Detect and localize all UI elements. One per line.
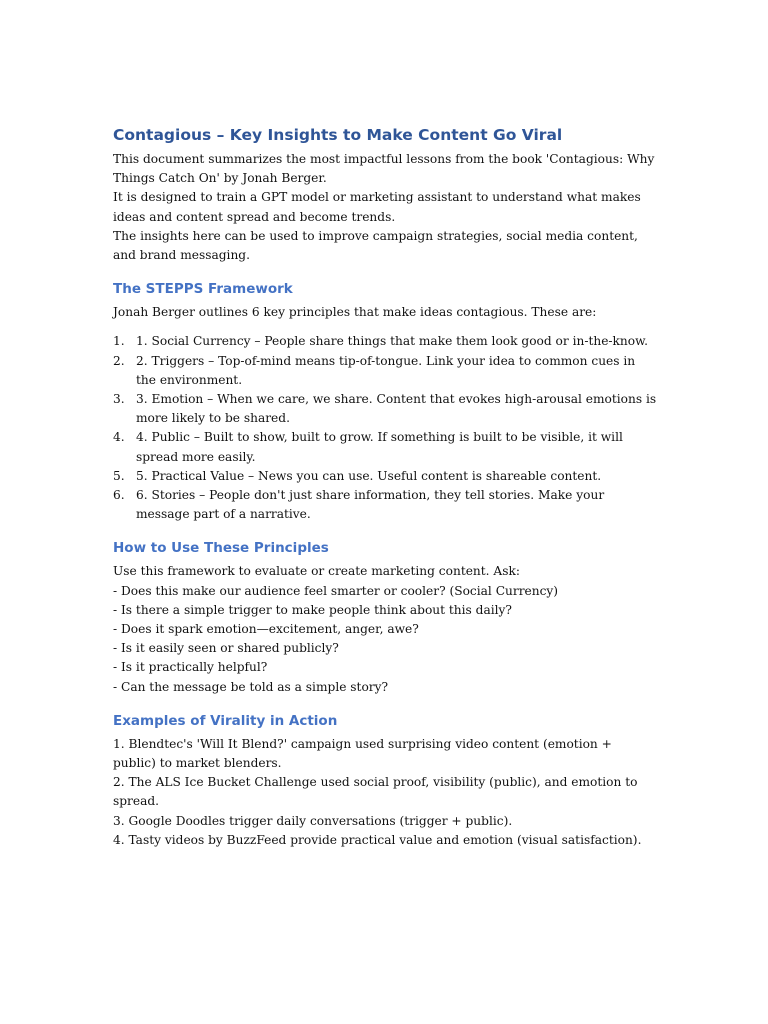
intro-section [113,150,658,265]
howto-line: - Is there a simple trigger to make people think about this daily? [113,602,512,617]
example-line: 2. The ALS Ice Bucket Challenge used social proof, visibility (public), and emotion to spread. [113,775,638,809]
howto-line: - Does it spark emotion—excitement, anger, awe? [113,622,419,637]
example-line: 4. Tasty videos by BuzzFeed provide practical value and emotion (visual satisfaction). [113,832,642,847]
list-item-text: 2. Triggers – Top-of-mind means tip-of-tongue. Link your idea to common cues in the environment. [136,353,636,387]
intro-paragraph: The insights here can be used to improve campaign strategies, social media content, and brand messaging. [113,228,638,263]
howto-section [113,538,658,696]
intro-paragraph: This document summarizes the most impactful lessons from the book 'Contagious: Why Things Catch On' by Jonah Berger. [113,152,655,186]
example-line: 3. Google Doodles trigger daily conversations (trigger + public). [113,813,513,828]
howto-line: - Is it easily seen or shared publicly? [113,641,339,656]
example-line: 1. Blendtec's 'Will It Blend?' campaign used surprising video content (emotion + public) to market blenders. [113,736,612,771]
list-number: 5. [113,468,125,483]
stepps-list [113,332,658,524]
list-item-text: 3. Emotion – When we care, we share. Content that evokes high-arousal emotions is more likely to be shared. [136,392,657,426]
howto-line: - Can the message be told as a simple story? [113,679,389,694]
section-heading-examples: Examples of Virality in Action [113,712,338,729]
list-item-text: 5. Practical Value – News you can use. Useful content is shareable content. [136,468,602,483]
document-title: Contagious – Key Insights to Make Content Go Viral [113,126,563,144]
howto-line: - Is it practically helpful? [113,660,268,675]
examples-section [113,711,658,850]
list-number: 2. [113,353,125,368]
list-item [113,390,658,428]
howto-line: Use this framework to evaluate or create marketing content. Ask: [113,564,520,579]
stepps-section [113,279,658,524]
howto-lines [113,562,658,696]
howto-line: - Does this make our audience feel smarter or cooler? (Social Currency) [113,583,559,598]
list-item [113,467,658,486]
section-heading-howto: How to Use These Principles [113,540,329,557]
list-item [113,428,658,466]
list-number: 1. [113,334,125,349]
list-item [113,332,658,351]
list-number: 4. [113,430,125,445]
list-item-text: 1. Social Currency – People share things that make them look good or in-the-know. [136,334,648,349]
intro-paragraph: It is designed to train a GPT model or marketing assistant to understand what makes ideas and content spread and become trends. [113,190,641,224]
list-item [113,486,658,524]
list-item-text: 4. Public – Built to show, built to grow. If something is built to be visible, it will spread more easily. [136,430,623,464]
list-number: 6. [113,488,125,503]
document-page [113,124,658,850]
list-item-text: 6. Stories – People don't just share information, they tell stories. Make your message part of a narrative. [136,488,605,522]
section-heading-stepps: The STEPPS Framework [113,281,293,298]
list-number: 3. [113,392,125,407]
list-item [113,352,658,390]
stepps-lead: Jonah Berger outlines 6 key principles that make ideas contagious. These are: [113,305,597,320]
